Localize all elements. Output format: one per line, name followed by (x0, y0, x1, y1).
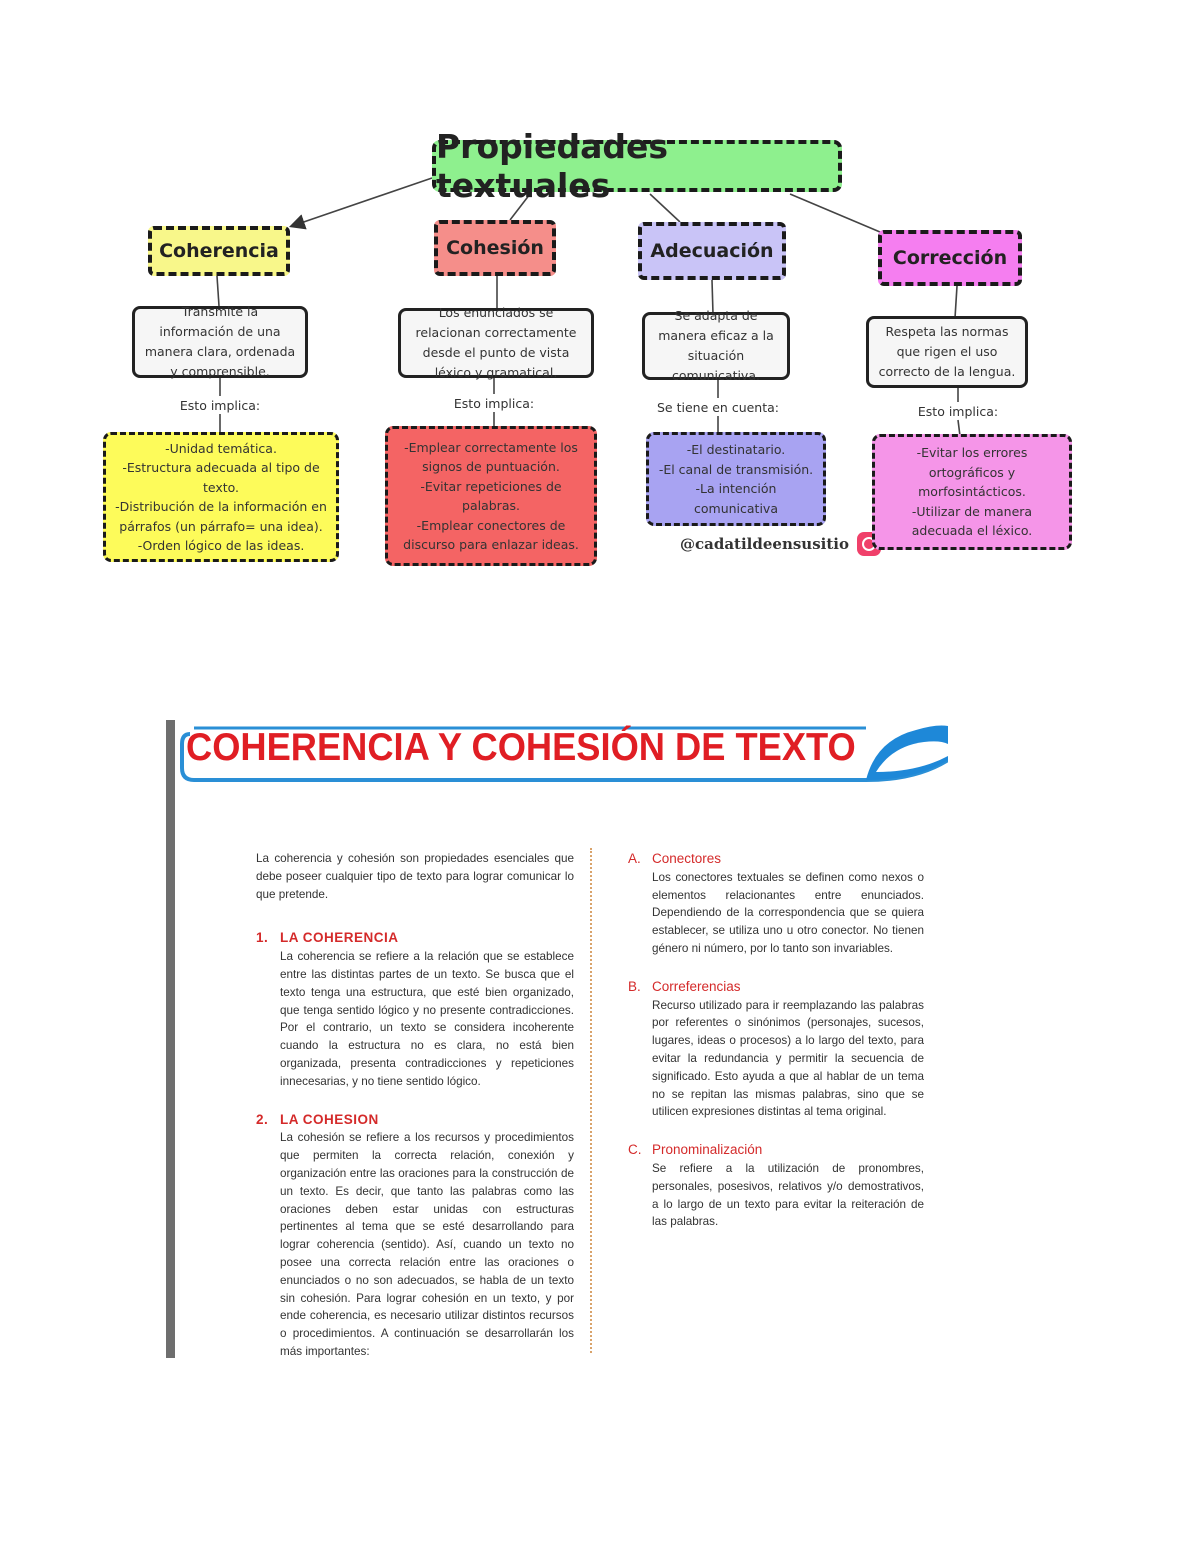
detail-item: -La intención comunicativa (694, 481, 778, 516)
definition-coherencia: Transmite la información de una manera clara, ordenada y comprensible. (132, 306, 308, 378)
detail-item: -Evitar repeticiones de palabras. (420, 478, 562, 513)
section-number: 2. (256, 1111, 269, 1127)
resource-body-pronominalizacion: Se refiere a la utilización de pronombres, personales, posesivos, relativos y/o demostrativos, a lo largo de un texto para evitar la reiteración de las palabras. (652, 1161, 924, 1229)
resource-title-pronominalizacion (628, 1141, 924, 1159)
column-divider (590, 848, 592, 1353)
detail-item: -El destinatario. (686, 442, 786, 457)
left-column (256, 850, 574, 1381)
line-title-coherencia (292, 178, 432, 226)
section-title-text: LA COHERENCIA (280, 930, 399, 946)
resource-title-conectores (628, 850, 924, 868)
handle-text: @cadatildeensusitio (680, 535, 849, 553)
resource-title-text: Correferencias (652, 978, 741, 994)
connector-cohesion: Esto implica: (453, 396, 535, 411)
left-margin-bar (166, 720, 175, 1358)
resource-letter: A. (628, 851, 641, 866)
resource-letter: B. (628, 978, 641, 994)
connector-correccion: Esto implica: (917, 404, 999, 419)
details-coherencia (103, 432, 339, 562)
section-body-cohesion: La cohesión se refiere a los recursos y procedimientos que permiten la correcta relación, conexión y organización entre las oraciones para la construcción de un texto. Es decir, que tanto las palabras como las oraciones deben estar unidas con estructuras pertinentes al tema que se esté desarrollando para lograr coherencia (sentido). Así, cuando un texto no posee una correcta relación entre las oraciones o enunciados o no son adecuados, se habla de un texto sin cohesión. Para lograr cohesión en un texto, y por ende coherencia, es necesario utilizar distintos recursos o procedimientos. A continuación se desarrollarán los más importantes: (280, 1131, 574, 1358)
detail-item: -Emplear conectores de discurso para enlazar ideas. (403, 517, 579, 552)
resource-title-text: Pronominalización (652, 1142, 763, 1158)
details-cohesion (385, 426, 597, 566)
resource-letter: C. (628, 1142, 642, 1158)
social-handle (680, 532, 881, 556)
detail-item: -Unidad temática. (165, 440, 277, 456)
section-title-text: LA COHESION (280, 1111, 379, 1127)
details-correccion (872, 434, 1072, 550)
detail-item: -Evitar los errores ortográficos y morfosintácticos. (916, 445, 1028, 500)
concept-map (0, 0, 1200, 600)
definition-correccion: Respeta las normas que rigen el uso correcto de la lengua. (866, 316, 1028, 388)
connector-coherencia: Esto implica: (179, 398, 261, 413)
detail-item: -El canal de transmisión. (658, 461, 814, 477)
detail-item: -Orden lógico de las ideas. (137, 538, 305, 553)
resource-title-correferencias (628, 978, 924, 996)
banner-title: COHERENCIA Y COHESIÓN DE TEXTO (186, 726, 856, 769)
right-column (628, 850, 924, 1251)
heading-correccion: Corrección (878, 230, 1022, 286)
section-body-coherencia: La coherencia se refiere a la relación que se establece entre las distintas partes de un texto. Se busca que el texto tenga una estructura, que esté bien organizado, que tenga sentido lógico y no presente contradicciones. Por el contrario, un texto se considera incoherente cuando la estructura no es clara, no está bien organizada, presenta contradicciones y repeticiones innecesarias, y no tiene sentido lógico. (280, 950, 574, 1088)
detail-item: -Emplear correctamente los signos de puntuación. (404, 439, 578, 474)
intro-paragraph: La coherencia y cohesión son propiedades esenciales que debe poseer cualquier tipo de texto para lograr comunicar lo que pretende. (256, 852, 574, 901)
definition-adecuacion: Se adapta de manera eficaz a la situación comunicativa. (642, 312, 790, 380)
resource-body-correferencias: Recurso utilizado para ir reemplazando las palabras por referentes o sinónimos (personajes, sucesos, lugares, ideas o procesos) a lo largo del texto, para evitar la redundancia y permitir la secuencia de significado. Esto ayuda a que al hablar de un tema no se repitan las mismas palabras, sino que se utilicen expresiones distintas al tema original. (652, 998, 924, 1119)
heading-coherencia: Coherencia (148, 226, 290, 276)
connector-adecuacion: Se tiene en cuenta: (656, 400, 779, 415)
map-title: Propiedades textuales (432, 140, 842, 192)
resource-body-conectores: Los conectores textuales se definen como nexos o elementos relacionantes entre enunciados. Dependiendo de la correspondencia que se quiera establecer, se utiliza uno u otro conector. No tienen género ni número, por lo tanto son invariables. (652, 870, 924, 955)
detail-item: -Distribución de la información en párrafos (un párrafo= una idea). (115, 499, 327, 534)
details-adecuacion (646, 432, 826, 526)
detail-item: -Utilizar de manera adecuada el léxico. (911, 503, 1033, 539)
resource-title-text: Conectores (652, 851, 722, 866)
definition-cohesion: Los enunciados se relacionan correctamente desde el punto de vista léxico y gramatical. (398, 308, 594, 378)
heading-cohesion: Cohesión (434, 220, 556, 276)
detail-item: -Estructura adecuada al tipo de texto. (122, 460, 320, 495)
heading-adecuacion: Adecuación (638, 222, 786, 280)
section-number: 1. (256, 930, 269, 946)
section-title-cohesion (256, 1111, 574, 1129)
article-page (166, 718, 948, 1358)
section-title-coherencia (256, 929, 574, 947)
